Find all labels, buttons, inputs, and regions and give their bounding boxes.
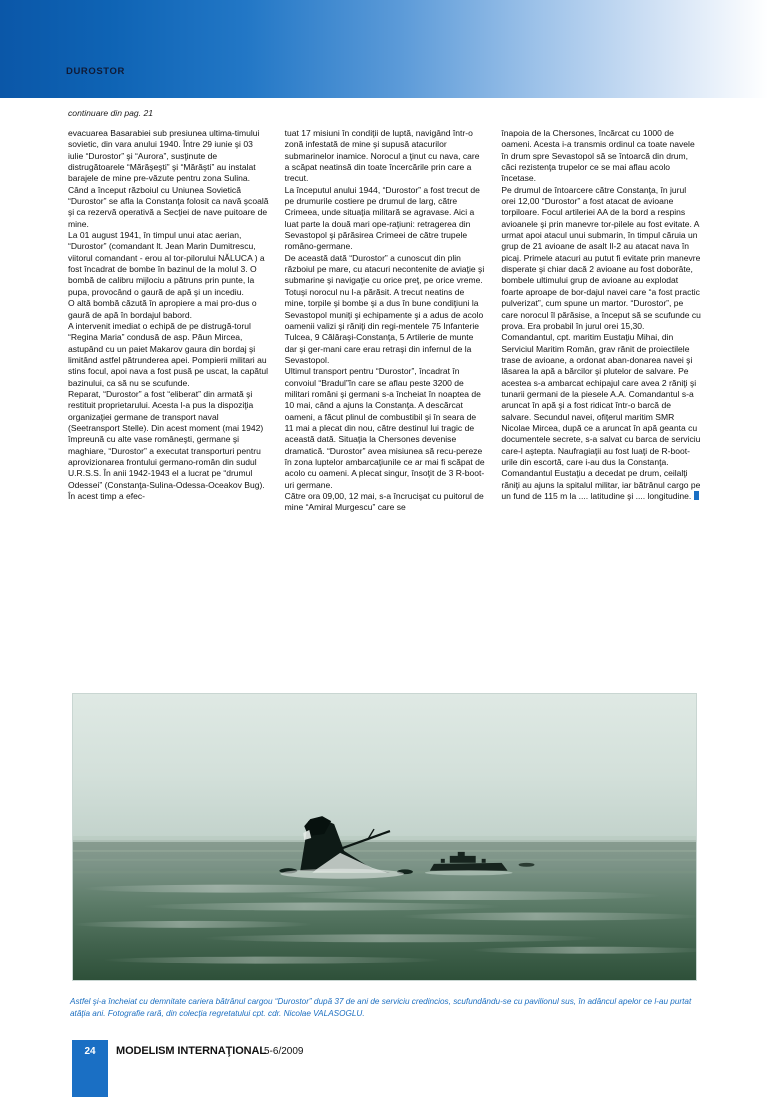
- paragraph: tuat 17 misiuni în condiţii de luptă, navigând într-o zonă infestată de mine şi supusă atacurilor submarinelor inamice. Norocul a ţinut cu nava, care a scăpat neatinsă din toate încercările prin care a trecut.: [284, 128, 480, 184]
- photo-image: [73, 694, 696, 980]
- paragraph-with-endmark: [501, 332, 702, 502]
- magazine-name: MODELISM INTERNAŢIONAL: [116, 1045, 266, 1057]
- paragraph-text: Comandantul, cpt. maritim Eustaţiu Mihai, din Serviciul Maritim Român, grav rănit de proiectilele trase de avioane, a ordonat aban-donarea navei şi lăsarea la apă a bărcilor şi plutelor de salvare. Pe acestea s-a ambarcat echipajul care avea 2 răniţi şi tunarii germani de la piesele A.A. Comandantul s-a aruncat în apă şi a fost ridicat într-o barcă de salvare. Secundul navei, ofiţerul maritim SMR Nicolae Mircea, după ce a aruncat în apă geanta cu documentele secrete, s-a salvat cu barca de serviciu care-l aştepta. Naufragiaţii au fost luaţi de R-boot-urile din escortă, care i-au dus la Constanţa. Comandantul Eustaţiu a decedat pe drum, ceilalţi răniţi au ajuns la spitalul militar, iar bătrânul cargo pe un fund de 115 m la .... latitudine şi .... longitudine.: [501, 332, 701, 501]
- paragraph: evacuarea Basarabiei sub presiunea ultima-timului sovietic, din vara anului 1940. Între 29 iunie şi 03 iulie “Durostor” şi “Aurora”, susţinute de distrugătoarele “Mărăşeşti” şi “Mărăşti” au instalat barajele de mine pre-văzute pentru zona Sulina.: [68, 128, 260, 184]
- header-gradient-band: [0, 0, 768, 98]
- article-end-marker: [694, 491, 699, 500]
- paragraph: La începutul anului 1944, “Durostor” a fost trecut de pe drumurile costiere pe drumul de larg, către Crimeea, unde situaţia militară se agravase. Aici a luat parte la două mari ope-raţiuni: retragerea din Sevastopol şi părăsirea Crimeei de către trupele româno-germane.: [284, 184, 480, 252]
- paragraph: O altă bombă căzută în apropiere a mai pro-dus o gaură de apă în bordajul babord.: [68, 298, 257, 320]
- paragraph: Ultimul transport pentru “Durostor”, încadrat în convoiul “Bradul”în care se aflau peste 3200 de militari români şi germani s-a încheiat în noaptea de 10 mai, când a ajuns la Constanţa. A descărcat oameni, a făcut plinul de combustibil şi în seara de 11 mai a plecat din nou, către destinul lui tragic de această dată. Situaţia la Chersones devenise dramatică. “Durostor” avea misiunea să recu-pereze în zona luptelor ambarcaţiunile ce ar mai fi scăpat de acolo cu oameni. A plecat singur, însoţit de 3 R-boot-uri germane.: [284, 366, 485, 490]
- paragraph: Când a început războiul cu Uniunea Sovietică “Durostor” se afla la Constanţa folosit ca navă şcoală şi ca rezervă operativă a Secţiei de nave puitoare de mine.: [68, 184, 269, 229]
- paragraph: înapoia de la Chersones, încărcat cu 1000 de oameni. Acesta i-a transmis ordinul ca toate navele în drum spre Sevastopol să se întoarcă din drum, căci rezistenţa trupelor ce se mai aflau acolo încetase.: [501, 128, 695, 184]
- paragraph: Reparat, “Durostor” a fost “eliberat” din armată şi restituit proprietarului. Acesta l-a pus la dispoziţia organizaţiei germane de transport naval (Seetransport Stelle). Din acest moment (mai 1942) împreună cu alte vase româneşti, germane şi maghiare, “Durostor” a executat transporturi pentru aprovizionarea frontului germano-român din sudul U.R.S.S. În anii 1942-1943 el a lucrat pe “drumul Odessei” (Constanţa-Sulina-Odessa-Oceakov Bug). În acest timp a efec-: [68, 388, 265, 501]
- paragraph: Pe drumul de întoarcere către Constanţa, în jurul orei 12,00 “Durostor” a fost atacat de avioane torpiloare. Focul artileriei AA de la bord a respins avioanele şi prin manevre tor-pilele au fost evitate. A urmat apoi atacul unui submarin, în timpul căruia un grup de 21 avioane de asalt Il-2 au atacat nava în picaj. Primele atacuri au putut fi evitate prin manevre disperate şi chiar dacă 2 avioane au fost doborâte, bombele ultimului grup de avioane au explodat foarte aproape de bor-dajul navei care “a fost practic pulverizat”, cum spune un martor. “Durostor”, pe care norocul îl părăsise, a început să se scufunde cu prova. Era probabil în jurul orei 15,30.: [501, 184, 701, 331]
- page-number: 24: [84, 1046, 96, 1057]
- paragraph: A intervenit imediat o echipă de pe distrugă-torul “Regina Maria” condusă de asp. Păun Mircea, astupând cu un paiet Makarov gaura din bordaj şi limitând astfel pătrunderea apei. Pompierii militari au stins focul, apoi nava a fost pusă pe uscat, la capătul bazinului, ca să nu se scufunde.: [68, 320, 269, 388]
- text-column-2: [285, 128, 486, 514]
- text-column-3: [501, 128, 702, 514]
- paragraph: Către ora 09,00, 12 mai, s-a încrucişat cu puitorul de mine “Amiral Murgescu” care se: [284, 491, 484, 513]
- continuation-note: continuare din pag. 21: [68, 108, 154, 118]
- page-title: DUROSTOR: [66, 66, 125, 77]
- photo-caption: Astfel şi-a încheiat cu demnitate cariera bătrânul cargou “Durostor” după 37 de ani de serviciu credincios, scufundându-se cu pavilionul sus, în adâncul apelor ce l-au purtat atâţia ani. Fotografie rară, din colecţia regretatului cpt. cdr. Nicolae VALASOGLU.: [70, 997, 692, 1018]
- article-columns: [68, 128, 702, 514]
- text-column-1: [68, 128, 269, 514]
- issue-number: 5-6/2009: [264, 1046, 304, 1057]
- paragraph: De această dată “Durostor” a cunoscut din plin războiul pe mare, cu atacuri necontenite de aviaţie şi submarine şi navigaţie cu orice preţ, pe orice vreme. Totuşi norocul nu l-a părăsit. A trecut neatins de mine, torpile şi bombe şi a dus în bune condiţiuni la Sevastopol muniţi şi echipamente şi a adus de acolo oamenii valizi şi răniţi din regi-mentele 75 Infanterie Tulcea, 9 Călăraşi-Constanţa, 5 Artilerie de munte dar şi ger-mani care erau retraşi din infernul de la Sevastopol.: [284, 252, 485, 365]
- paragraph: La 01 august 1941, în timpul unui atac aerian, “Durostor” (comandant lt. Jean Marin Dumitrescu, viitorul comandant - erou al tor-pilorului NĂLUCA ) a fost încadrat de bombe în bazinul de la molul 3. O bombă de calibru mijlociu a pătruns prin punte, la pupa, provocând o gaură de apă şi un incediu.: [68, 230, 265, 297]
- article-photograph: [72, 693, 697, 981]
